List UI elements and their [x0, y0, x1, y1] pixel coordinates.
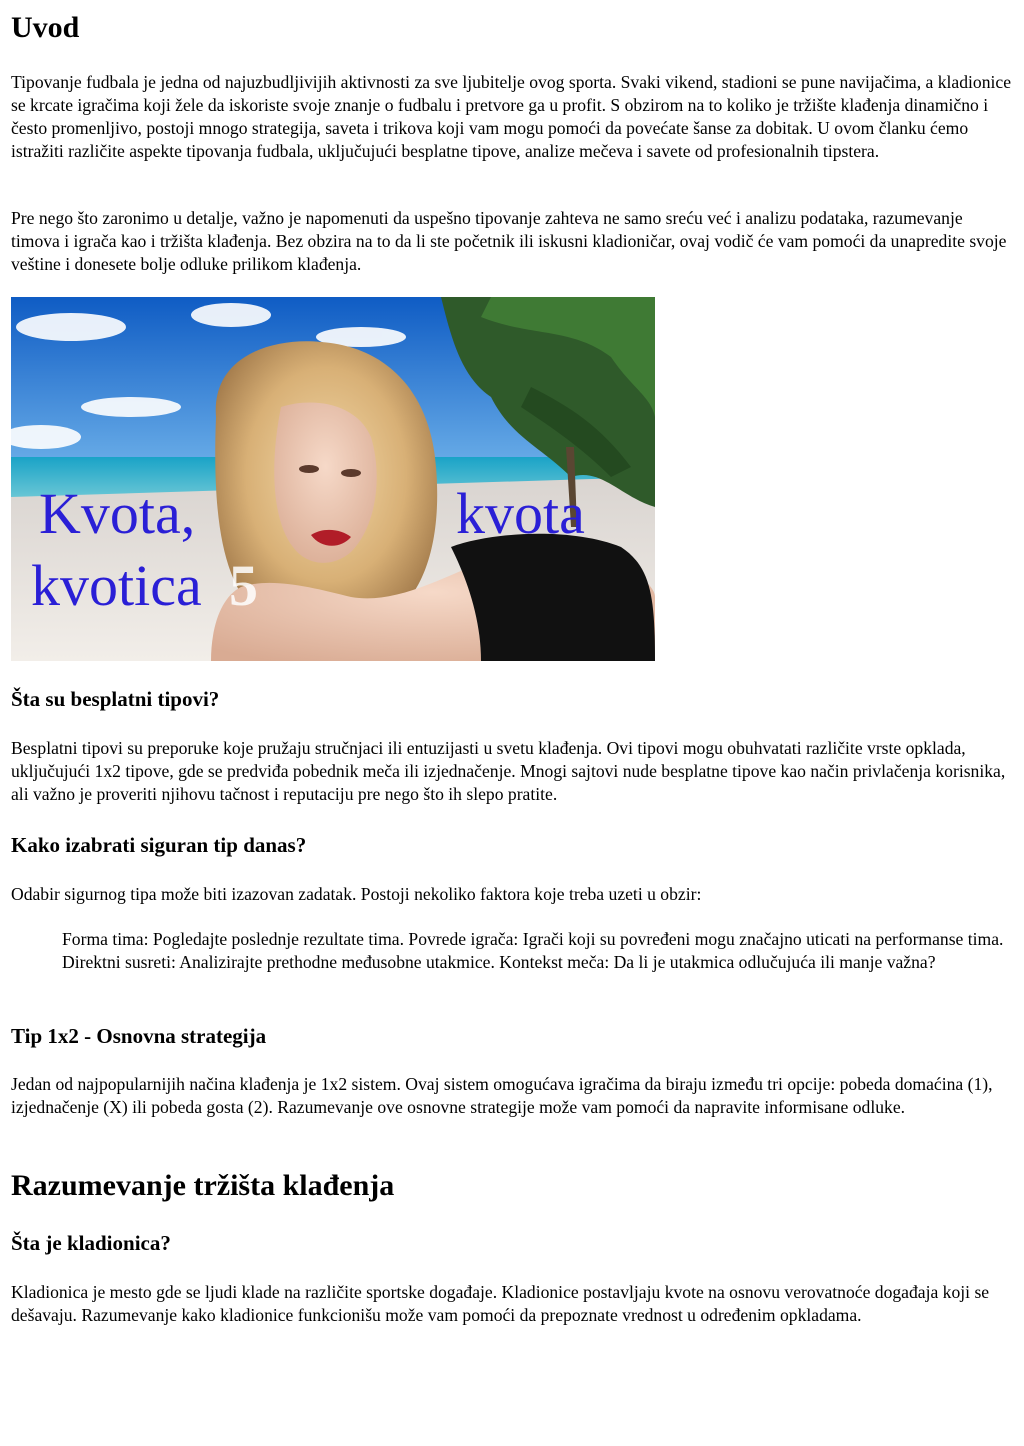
- kako-blockquote: Forma tima: Pogledajte poslednje rezultate tima. Povrede igrača: Igrači koji su povređeni mogu značajno uticati na performanse tima. Direktni susreti: Analizirajte prethodne međusobne utakmice. Kontekst meča: Da li je utakmica odlučujuća ili manje važna?: [62, 929, 1004, 972]
- black-top: [451, 534, 655, 661]
- hero-illustration: [11, 297, 655, 661]
- hero-image: [11, 297, 655, 661]
- hero-text-kvota-2: kvota: [456, 481, 585, 546]
- besplatni-heading: Šta su besplatni tipovi?: [11, 687, 220, 711]
- eye-right: [341, 469, 361, 477]
- razumevanje-heading: Razumevanje tržišta klađenja: [11, 1169, 395, 1202]
- eye-left: [299, 465, 319, 473]
- tip-paragraph: Jedan od najpopularnijih načina klađenja je 1x2 sistem. Ovaj sistem omogućava igračima da biraju između tri opcije: pobeda domaćina (1), izjednačenje (X) ili pobeda gosta (2). Razumevanje ove osnovne strategije može vam pomoći da napravite informisane odluke.: [11, 1074, 993, 1117]
- intro-paragraph-1: Tipovanje fudbala je jedna od najuzbudljivijih aktivnosti za sve ljubitelje ovog sporta. Svaki vikend, stadioni se pune navijačima, a kladionice se krcate igračima koji žele da iskoriste svoje znanje o fudbalu i pretvore ga u profit. S obzirom na to koliko je tržište klađenja dinamično i često promenljivo, postoji mnogo strategija, saveta i trikova koji vam mogu pomoći da povećate šanse za dobitak. U ovom članku ćemo istražiti različite aspekte tipovanja fudbala, uključujući besplatne tipove, analize mečeva i savete od profesionalnih tipstera.: [11, 72, 1012, 161]
- intro-heading: Uvod: [11, 11, 80, 44]
- kako-heading: Kako izabrati siguran tip danas?: [11, 833, 307, 857]
- hero-text-kvota-1: Kvota,: [39, 481, 196, 546]
- kako-paragraph: Odabir sigurnog tipa može biti izazovan zadatak. Postoji nekoliko faktora koje treba uzeti u obzir:: [11, 884, 702, 904]
- besplatni-paragraph: Besplatni tipovi su preporuke koje pružaju stručnjaci ili entuzijasti u svetu klađenja. Ovi tipovi mogu obuhvatati različite vrste opklada, uključujući 1x2 tipove, gde se predviđa pobednik meča ili izjednačenje. Mnogi sajtovi nude besplatne tipove kao način privlačenja korisnika, ali važno je proveriti njihovu tačnost i reputaciju pre nego što ih slepo pratite.: [11, 738, 1006, 804]
- hero-text-kvotica: kvotica: [31, 553, 202, 618]
- sta-paragraph: Kladionica je mesto gde se ljudi klade na različite sportske događaje. Kladionice postavljaju kvote na osnovu verovatnoće događaja koji se dešavaju. Razumevanje kako kladionice funkcionišu može vam pomoći da prepoznate vrednost u određenim opkladama.: [11, 1282, 990, 1325]
- sta-heading: Šta je kladionica?: [11, 1231, 171, 1255]
- hero-text-number: 5: [229, 553, 258, 618]
- intro-paragraph-2: Pre nego što zaronimo u detalje, važno je napomenuti da uspešno tipovanje zahteva ne samo sreću već i analizu podataka, razumevanje timova i igrača kao i tržišta klađenja. Bez obzira na to da li ste početnik ili iskusni kladioničar, ovaj vodič će vam pomoći da unapredite svoje veštine i donesete bolje odluke prilikom klađenja.: [11, 208, 1007, 274]
- tip-heading: Tip 1x2 - Osnovna strategija: [11, 1024, 267, 1048]
